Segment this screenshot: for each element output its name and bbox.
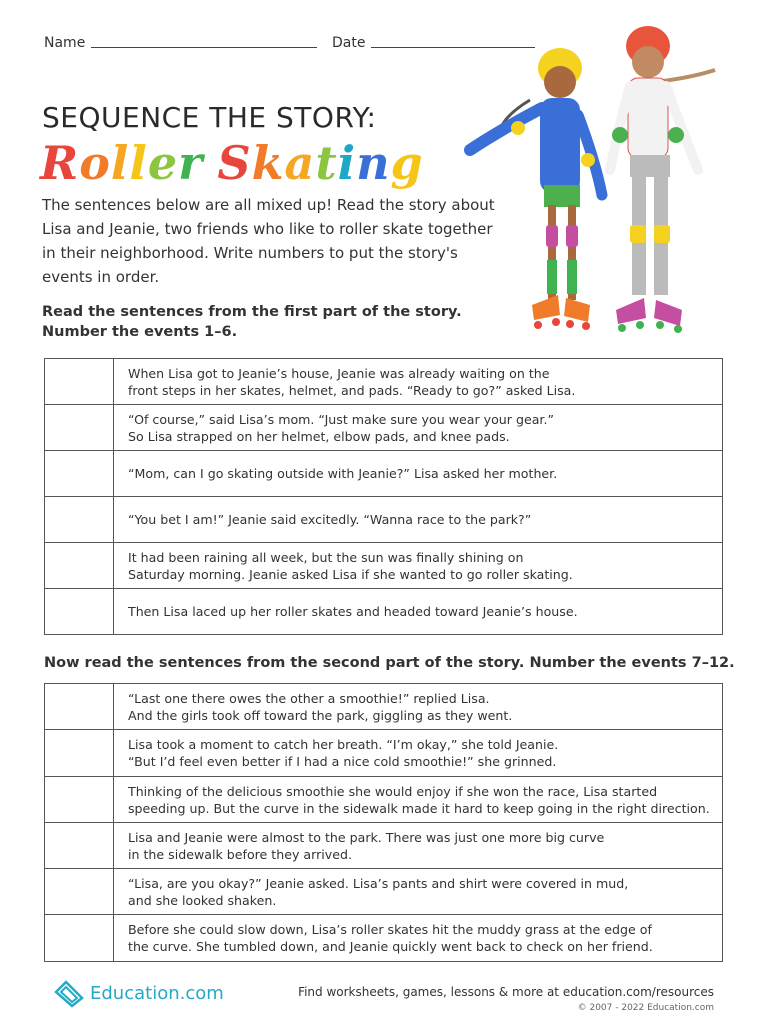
girl-left-figure bbox=[470, 48, 602, 330]
title-letter: n bbox=[356, 136, 391, 190]
table-row bbox=[45, 451, 723, 497]
sentence-cell: Lisa and Jeanie were almost to the park. There was just one more big curve in the sidewalk before they arrived. bbox=[114, 823, 723, 869]
number-box[interactable] bbox=[45, 869, 114, 915]
table-row bbox=[45, 684, 723, 730]
sentence-cell: “Mom, can I go skating outside with Jeanie?” Lisa asked her mother. bbox=[114, 451, 723, 497]
sentence-cell: “You bet I am!” Jeanie said excitedly. “Wanna race to the park?” bbox=[114, 497, 723, 543]
number-box[interactable] bbox=[45, 543, 114, 589]
title-letter: g bbox=[390, 136, 424, 190]
title-letter: l bbox=[110, 136, 130, 190]
table-row bbox=[45, 869, 723, 915]
girl-right-figure bbox=[610, 26, 715, 333]
number-box[interactable] bbox=[45, 915, 114, 962]
number-box[interactable] bbox=[45, 497, 114, 543]
title-letter: a bbox=[284, 136, 316, 190]
part1-instruction-line2: Number the events 1–6. bbox=[42, 324, 238, 340]
part2-instruction: Now read the sentences from the second part of the story. Number the events 7–12. bbox=[44, 655, 735, 671]
number-box[interactable] bbox=[45, 823, 114, 869]
title-letter: t bbox=[315, 136, 338, 190]
title-letter: l bbox=[129, 136, 148, 190]
number-box[interactable] bbox=[45, 451, 114, 497]
part1-instruction bbox=[42, 302, 462, 342]
footer-copyright: © 2007 - 2022 Education.com bbox=[577, 1003, 714, 1013]
number-box[interactable] bbox=[45, 405, 114, 451]
number-box[interactable] bbox=[45, 777, 114, 823]
education-logo[interactable] bbox=[52, 978, 224, 1008]
sentence-cell: Thinking of the delicious smoothie she would enjoy if she won the race, Lisa started speeding up. But the curve in the sidewalk made it hard to keep going in the right direction. bbox=[114, 777, 723, 823]
name-label: Name bbox=[44, 35, 86, 51]
education-logo-icon bbox=[52, 978, 86, 1008]
sentence-cell: It had been raining all week, but the sun was finally shining on Saturday morning. Jeanie asked Lisa if she wanted to go roller skating. bbox=[114, 543, 723, 589]
table-row bbox=[45, 777, 723, 823]
sentence-cell: “Last one there owes the other a smoothie!” replied Lisa. And the girls took off toward the park, giggling as they went. bbox=[114, 684, 723, 730]
sentence-cell: Then Lisa laced up her roller skates and headed toward Jeanie’s house. bbox=[114, 589, 723, 635]
number-box[interactable] bbox=[45, 589, 114, 635]
sentence-cell: When Lisa got to Jeanie’s house, Jeanie was already waiting on the front steps in her skates, helmet, and pads. “Ready to go?” asked Lisa. bbox=[114, 359, 723, 405]
title-letter: S bbox=[217, 136, 252, 190]
table-row bbox=[45, 730, 723, 777]
date-label: Date bbox=[332, 35, 366, 51]
number-box[interactable] bbox=[45, 359, 114, 405]
title-roller-skating bbox=[40, 136, 424, 190]
footer-tagline: Find worksheets, games, lessons & more at education.com/resources bbox=[298, 985, 714, 999]
table-row bbox=[45, 359, 723, 405]
table-row bbox=[45, 497, 723, 543]
roller-skating-girls-illustration bbox=[460, 20, 730, 350]
title-letter: o bbox=[79, 136, 111, 190]
sentence-cell: “Lisa, are you okay?” Jeanie asked. Lisa’s pants and shirt were covered in mud, and she looked shaken. bbox=[114, 869, 723, 915]
part1-table bbox=[44, 358, 723, 635]
table-row bbox=[45, 589, 723, 635]
title-letter: i bbox=[337, 136, 357, 190]
table-row bbox=[45, 823, 723, 869]
title-letter: k bbox=[251, 136, 285, 190]
part2-table bbox=[44, 683, 723, 962]
number-box[interactable] bbox=[45, 684, 114, 730]
title-letter: e bbox=[147, 136, 179, 190]
part1-instruction-line1: Read the sentences from the first part of the story. bbox=[42, 304, 462, 320]
number-box[interactable] bbox=[45, 730, 114, 777]
table-row bbox=[45, 405, 723, 451]
title-letter: r bbox=[178, 136, 204, 190]
sentence-cell: Lisa took a moment to catch her breath. “I’m okay,” she told Jeanie. “But I’d feel even better if I had a nice cold smoothie!” she grinned. bbox=[114, 730, 723, 777]
title-letter: R bbox=[40, 136, 80, 190]
name-line[interactable] bbox=[91, 47, 317, 48]
intro-text: The sentences below are all mixed up! Read the story about Lisa and Jeanie, two friends who like to roller skate together in their neighborhood. Write numbers to put the story's events in order. bbox=[42, 196, 495, 286]
education-logo-text: Education.com bbox=[90, 982, 224, 1004]
table-row bbox=[45, 543, 723, 589]
sentence-cell: Before she could slow down, Lisa’s roller skates hit the muddy grass at the edge of the curve. She tumbled down, and Jeanie quickly went back to check on her friend. bbox=[114, 915, 723, 962]
sentence-cell: “Of course,” said Lisa’s mom. “Just make sure you wear your gear.” So Lisa strapped on her helmet, elbow pads, and knee pads. bbox=[114, 405, 723, 451]
table-row bbox=[45, 915, 723, 962]
title-line1: SEQUENCE THE STORY: bbox=[42, 101, 377, 134]
